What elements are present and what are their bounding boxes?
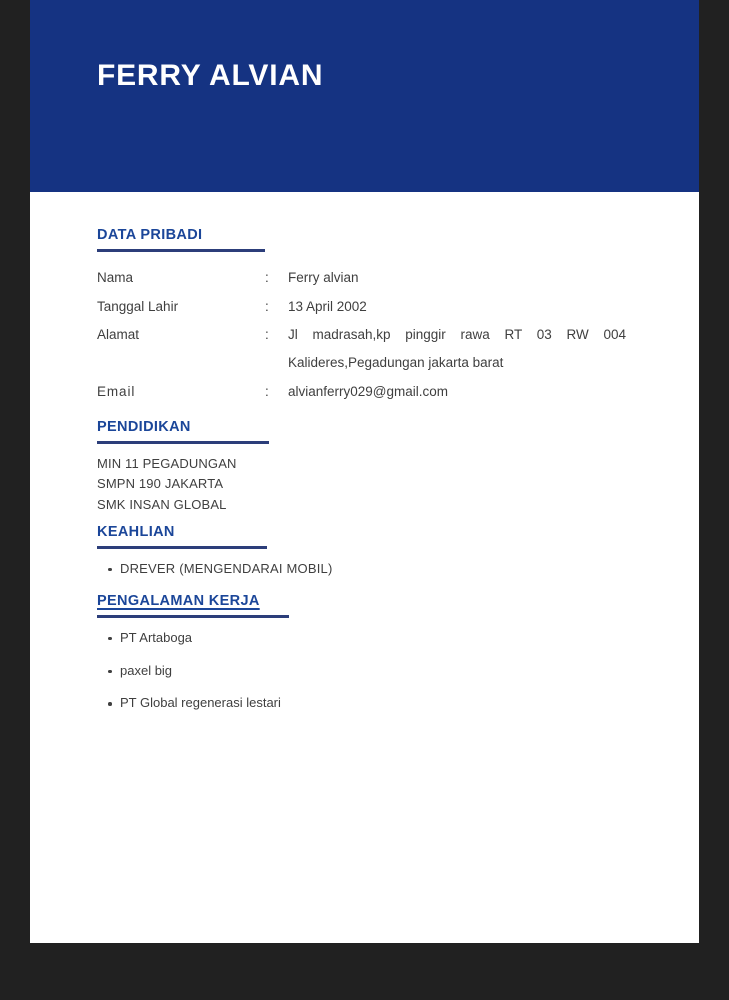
section-heading-education: PENDIDIKAN: [97, 419, 191, 435]
row-label-alamat: Alamat: [97, 327, 140, 343]
table-row: [97, 270, 657, 287]
experience-list: [97, 630, 657, 713]
row-value-nama: Ferry alvian: [288, 269, 359, 285]
section-heading-personal-data: DATA PRIBADI: [97, 227, 203, 243]
header-banner: [30, 0, 699, 192]
section-personal-data: [97, 226, 657, 401]
row-separator: :: [265, 298, 269, 314]
row-separator: :: [265, 384, 269, 400]
list-item: paxel big: [97, 663, 657, 680]
skills-list: [97, 561, 657, 578]
section-rule-experience: [97, 615, 289, 618]
section-rule-education: [97, 441, 269, 444]
table-row: [97, 327, 657, 372]
section-experience: [97, 592, 657, 712]
section-education: [97, 418, 657, 515]
row-value-alamat: [288, 327, 657, 372]
page-title: FERRY ALVIAN: [97, 59, 324, 92]
list-item: PT Artaboga: [97, 630, 657, 647]
alamat-line-1: Jl madrasah,kp pinggir rawa RT 03 RW 004: [288, 327, 626, 343]
table-row: [97, 384, 657, 401]
list-item: PT Global regenerasi lestari: [97, 695, 657, 712]
row-value-email: alvianferry029@gmail.com: [288, 384, 449, 400]
row-separator: :: [265, 327, 269, 343]
alamat-line-2: Kalideres,Pegadungan jakarta barat: [288, 355, 504, 371]
section-heading-experience: PENGALAMAN KERJA: [97, 593, 260, 609]
education-list: [97, 454, 657, 516]
table-row: [97, 299, 657, 316]
resume-page: [30, 0, 699, 943]
personal-data-table: [97, 270, 657, 401]
row-label-tanggal-lahir: Tanggal Lahir: [97, 298, 179, 314]
row-value-tanggal-lahir: 13 April 2002: [288, 298, 367, 314]
section-heading-skills: KEAHLIAN: [97, 524, 175, 540]
row-label-email: Email: [97, 384, 136, 400]
list-item: MIN 11 PEGADUNGAN: [97, 455, 237, 471]
section-rule-skills: [97, 546, 267, 549]
list-item: SMK INSAN GLOBAL: [97, 496, 227, 512]
section-skills: [97, 523, 657, 578]
section-rule-personal-data: [97, 249, 265, 252]
row-label-nama: Nama: [97, 269, 134, 285]
row-separator: :: [265, 269, 269, 285]
list-item: SMPN 190 JAKARTA: [97, 476, 224, 492]
list-item: DREVER (MENGENDARAI MOBIL): [97, 561, 657, 578]
